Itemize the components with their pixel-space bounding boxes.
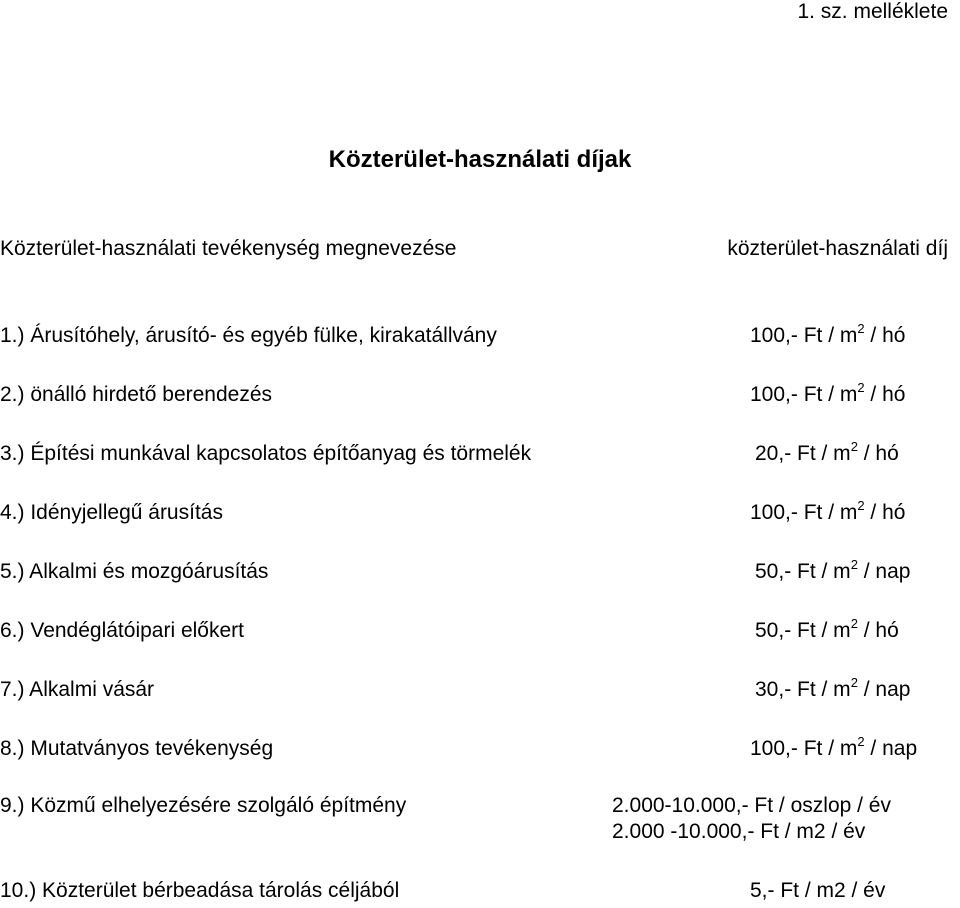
header-activity: Közterület-használati tevékenység megnevezése xyxy=(0,237,457,260)
fee-row-4 xyxy=(0,500,960,530)
fee-row-5 xyxy=(0,559,960,589)
item-fee: 100,- Ft / $m^2$ / hó xyxy=(750,498,906,524)
item-name: 1.) Árusítóhely, árusító- és egyéb fülke, kirakatállvány xyxy=(0,324,497,347)
item-fee: 50,- Ft / $m^2$ / nap xyxy=(755,557,911,583)
item-name: 7.) Alkalmi vásár xyxy=(0,678,155,701)
page-title: Közterület-használati díjak xyxy=(328,146,632,173)
fee-row-2 xyxy=(0,382,960,412)
item-name: 5.) Alkalmi és mozgóárusítás xyxy=(0,560,269,583)
fee-row-3 xyxy=(0,441,960,471)
fee-row-6 xyxy=(0,618,960,648)
header-fee: közterület-használati díj xyxy=(727,237,948,260)
fee-row-8 xyxy=(0,736,960,766)
item-fee-alt: 2.000 -10.000,- Ft / m2 / év xyxy=(612,820,866,843)
item-fee: 100,- Ft / $m^2$ / nap xyxy=(750,734,918,760)
annex-label: 1. sz. melléklete xyxy=(797,0,948,23)
item-fee: 5,- Ft / m2 / év xyxy=(750,879,886,902)
item-fee: 100,- Ft / $m^2$ / hó xyxy=(750,321,906,347)
item-name: 3.) Építési munkával kapcsolatos építőanyag és törmelék xyxy=(0,442,532,465)
item-name: 10.) Közterület bérbeadása tárolás céljából xyxy=(0,879,400,902)
item-fee: 100,- Ft / $m^2$ / hó xyxy=(750,380,906,406)
item-fee: 30,- Ft / $m^2$ / nap xyxy=(755,675,911,701)
item-name: 8.) Mutatványos tevékenység xyxy=(0,737,274,760)
item-name: 6.) Vendéglátóipari előkert xyxy=(0,619,244,642)
fee-row-9 xyxy=(0,793,960,849)
item-name: 2.) önálló hirdető berendezés xyxy=(0,383,273,406)
fee-row-7 xyxy=(0,677,960,707)
item-fee: 20,- Ft / $m^2$ / hó xyxy=(755,439,899,465)
fee-row-10 xyxy=(0,878,960,908)
item-name: 9.) Közmű elhelyezésére szolgáló építmény xyxy=(0,794,407,817)
item-fee: 50,- Ft / $m^2$ / hó xyxy=(755,616,899,642)
item-name: 4.) Idényjellegű árusítás xyxy=(0,501,223,524)
item-fee: 2.000-10.000,- Ft / oszlop / év xyxy=(612,794,891,817)
fee-row-1 xyxy=(0,323,960,353)
